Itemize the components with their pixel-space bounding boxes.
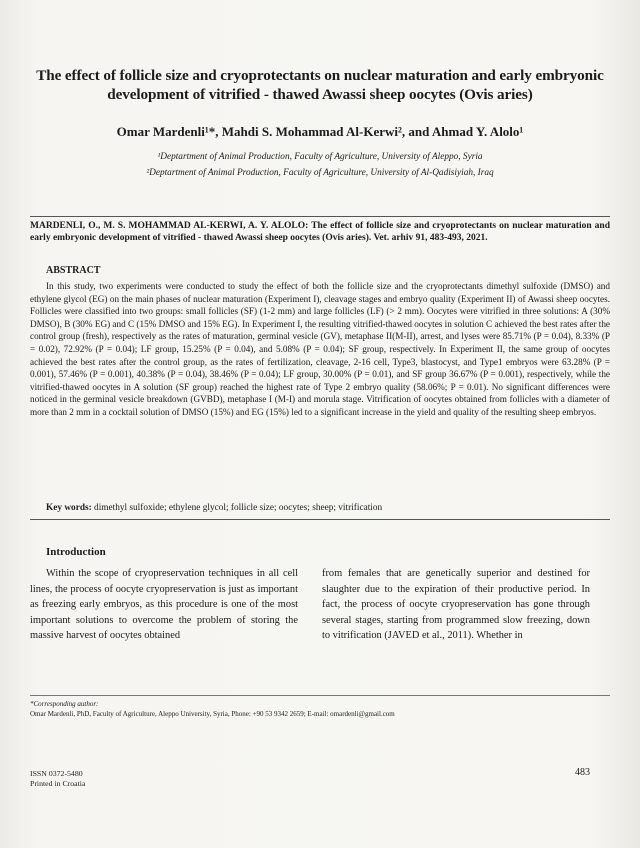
keywords-line <box>46 503 606 513</box>
abstract-divider <box>30 519 610 520</box>
keywords-label: Key words: <box>46 503 92 513</box>
affiliation-2: ²Deptartment of Animal Production, Faculty of Agriculture, University of Al-Qadisiyiah, Iraq <box>146 168 494 178</box>
footnote-divider <box>30 695 610 696</box>
printed-in: Printed in Croatia <box>30 779 86 788</box>
introduction-heading: Introduction <box>46 546 106 558</box>
citation-block: MARDENLI, O., M. S. MOHAMMAD AL-KERWI, A. Y. ALOLO: The effect of follicle size and cryoprotectants on nuclear maturation and early embryonic development of vitrified - thawed Awassi sheep oocytes (Ovis aries). Vet. arhiv 91, 483-493, 2021. <box>30 221 610 243</box>
keywords-text: dimethyl sulfoxide; ethylene glycol; follicle size; oocytes; sheep; vitrification <box>91 503 383 513</box>
intro-column-right: from females that are genetically superior and destined for slaughter due to the expiration of their productive period. In fact, the process of oocyte cryopreservation has gone through several stages, starting from programmed slow freezing, down to vitrification (JAVED et al., 2011). Whether in <box>322 568 590 642</box>
top-divider <box>30 216 610 217</box>
article-title: The effect of follicle size and cryoprotectants on nuclear maturation and early embryonic development of vitrified - thawed Awassi sheep oocytes (Ovis aries) <box>36 67 604 103</box>
corresponding-author-details: Omar Mardenli, PhD, Faculty of Agriculture, Aleppo University, Syria, Phone: +90 53 9342 2659; E-mail: omardenli@gmail.com <box>30 710 395 718</box>
intro-column-left: Within the scope of cryopreservation techniques in all cell lines, the process of oocyte cryopreservation is just as important as freezing early embryos, as this procedure is one of the most important solutions to overcome the problem of storing the massive harvest of oocytes obtained <box>30 568 298 642</box>
issn-number: ISSN 0372-5480 <box>30 769 83 778</box>
author-list: Omar Mardenli¹*, Mahdi S. Mohammad Al-Kerwi², and Ahmad Y. Alolo¹ <box>116 124 524 139</box>
issn-block <box>30 769 85 789</box>
affiliation-1: ¹Deptartment of Animal Production, Faculty of Agriculture, University of Aleppo, Syria <box>157 152 483 162</box>
page-number: 483 <box>575 767 590 778</box>
abstract-text: In this study, two experiments were conducted to study the effect of both the follicle size and the cryoprotectants dimethyl sulfoxide (DMSO) and ethylene glycol (EG) on the main phases of nuclear maturation (Experiment I), cleavage stages and embryo quality (Experiment II) of Awassi sheep oocytes. Follicles were classified into two groups: small follicles (SF) (1-2 mm) and large follicles (LF) (> 2 mm). Oocytes were vitrified in three solutions: A (30% DMSO), B (30% EG) and C (15% DMSO and 15% EG). In Experiment I, the resulting vitrified-thawed oocytes in solution C achieved the best rates after the control group (fresh), respectively as the rates of maturation, germinal vesicle (GV), metaphase II(M-II), arrest, and lyses were 85.71% (P = 0.04), 8.33% (P = 0.02), 72.92% (P = 0.04); LF group, 15.25% (P = 0.04), and 5.08% (P = 0.04); SF group, respectively. In Experiment II, the same group of oocytes achieved the best rates after the control group, as the rates of fertilization, cleavage, 2-16 cell, Type3, blastocyst, and Type1 embryos were 63.28% (P = 0.001), 57.46% (P = 0.001), 40.38% (P = 0.04), 38.46% (P = 0.04); LF group, 30.00% (P = 0.01), and SF group 36.67% (P = 0.001), respectively, while the vitrified-thawed oocytes in A solution (SF group) reached the highest rate of Type 2 embryo quality (58.06%; P = 0.01). No significant differences were noticed in the germinal vesicle breakdown (GVBD), metaphase I (M-I) and morula stage. Vitrification of oocytes obtained from follicles with a diameter of more than 2 mm in a cocktail solution of DMSO (15%) and EG (15%) led to a significant increase in the yield and quality of the resulting sheep embryos. <box>30 281 610 417</box>
corresponding-author-label: *Corresponding author: <box>30 700 99 708</box>
abstract-heading: ABSTRACT <box>46 265 101 276</box>
